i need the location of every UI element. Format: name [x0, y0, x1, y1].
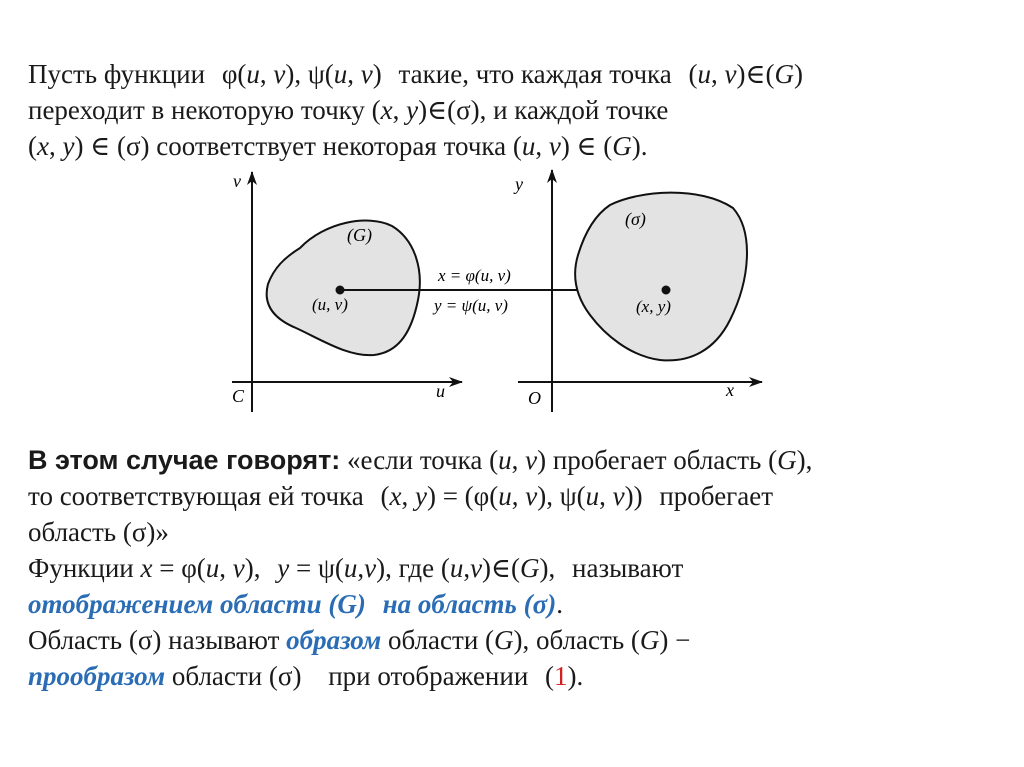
text: ,	[710, 59, 725, 89]
var: u	[205, 553, 220, 583]
text: ) ∈ (	[560, 131, 613, 161]
text: ,	[219, 553, 233, 583]
term-preimage: прообразом	[28, 661, 166, 691]
body-line-5	[28, 586, 1003, 622]
text: ) ∈ (σ) соответствует некоторая точка (	[74, 131, 522, 161]
var: u	[343, 553, 358, 583]
var: u	[333, 59, 348, 89]
text: переходит в некоторую точку (	[28, 95, 381, 125]
point-xy-dot	[662, 286, 671, 295]
text: ,	[511, 445, 526, 475]
var: x	[37, 131, 49, 161]
var: u	[697, 59, 711, 89]
text: ,	[259, 59, 274, 89]
var: G	[612, 131, 632, 161]
text: «если точка (	[340, 445, 499, 475]
text: ), где (	[376, 553, 450, 583]
text: )∈(σ), и каждой точке	[418, 95, 669, 125]
text: ,	[599, 481, 613, 511]
text: ) −	[659, 625, 691, 655]
var: y	[62, 131, 75, 161]
term-mapping: отображением области (G)	[28, 589, 366, 619]
var: u	[498, 481, 512, 511]
var: v	[364, 553, 377, 583]
var: u	[246, 59, 260, 89]
var: v	[273, 59, 286, 89]
var: x	[380, 95, 393, 125]
left-origin-label: C	[232, 386, 245, 406]
text: = φ(	[152, 553, 206, 583]
text: ))	[624, 481, 643, 511]
body-line-1	[28, 442, 1003, 478]
text: ),	[244, 553, 261, 583]
text: ),	[796, 445, 813, 475]
text: ), область (	[513, 625, 640, 655]
var: v	[525, 445, 538, 475]
text: ) = (φ(	[426, 481, 499, 511]
right-x-axis-label: x	[726, 380, 734, 400]
text: Функции	[28, 553, 141, 583]
var: G	[639, 625, 660, 655]
body-line-7	[28, 658, 1003, 694]
term-image: образом	[286, 625, 382, 655]
text: ,	[48, 131, 63, 161]
text: то соответствующая ей точка	[28, 481, 364, 511]
right-origin-label: O	[528, 388, 541, 408]
var: x	[389, 481, 402, 511]
text: ) пробегает область (	[537, 445, 778, 475]
var: v	[360, 59, 373, 89]
text: пробегает	[659, 481, 774, 511]
body-line-6	[28, 622, 1003, 658]
text: ,	[535, 131, 549, 161]
var: G	[494, 625, 514, 655]
text: .	[556, 589, 563, 619]
var: v	[548, 131, 561, 161]
text: называют	[572, 553, 684, 583]
var: v	[470, 553, 483, 583]
text: )	[372, 59, 382, 89]
var: y	[277, 553, 290, 583]
text: Область (σ) называют	[28, 625, 287, 655]
var: v	[612, 481, 625, 511]
text: )	[793, 59, 803, 89]
text: ).	[567, 661, 584, 691]
right-y-axis-label: y	[515, 174, 523, 194]
text: ),	[539, 553, 556, 583]
point-xy-label: (x, y)	[636, 297, 671, 316]
text: ,	[463, 553, 471, 583]
text: области (σ)	[165, 661, 302, 691]
text: φ(	[221, 59, 247, 89]
text: (	[28, 131, 37, 161]
map-formula-x: x = φ(u, v)	[438, 266, 511, 285]
term-onto: на область (σ)	[382, 589, 557, 619]
var: G	[520, 553, 540, 583]
var: y	[406, 95, 419, 125]
region-sigma	[575, 193, 747, 361]
var: v	[232, 553, 245, 583]
var: G	[777, 445, 797, 475]
body-line-3: область (σ)»	[28, 517, 169, 547]
text: при отображении	[328, 661, 529, 691]
body-paragraphs	[28, 442, 1003, 694]
text: ,	[401, 481, 415, 511]
text: = ψ(	[289, 553, 344, 583]
bold-lead: В этом случае говорят:	[28, 445, 341, 475]
var: G	[774, 59, 794, 89]
region-g-label: (G)	[347, 225, 372, 245]
text: ), ψ(	[285, 59, 334, 89]
text: ,	[347, 59, 361, 89]
var: v	[525, 481, 538, 511]
var: u	[449, 553, 464, 583]
text: (	[688, 59, 698, 89]
text: ,	[357, 553, 365, 583]
var: x	[140, 553, 153, 583]
text: ,	[392, 95, 407, 125]
text: ).	[631, 131, 648, 161]
var: y	[414, 481, 427, 511]
text: области (	[381, 625, 495, 655]
point-uv-label: (u, v)	[312, 295, 348, 314]
var: v	[724, 59, 737, 89]
text: Пусть функции	[28, 59, 206, 89]
left-x-axis-label: u	[436, 381, 445, 401]
text: (	[380, 481, 390, 511]
text: ,	[511, 481, 526, 511]
map-formula-y: y = ψ(u, v)	[434, 296, 508, 315]
region-sigma-label: (σ)	[625, 209, 646, 229]
var: u	[521, 131, 536, 161]
equation-ref: 1	[554, 661, 568, 691]
text: )∈(	[736, 59, 775, 89]
text: )∈(	[482, 553, 521, 583]
body-line-4	[28, 550, 1003, 586]
body-line-2	[28, 478, 1003, 514]
var: u	[498, 445, 512, 475]
var: u	[585, 481, 600, 511]
text: (	[545, 661, 555, 691]
text: ), ψ(	[537, 481, 586, 511]
left-y-axis-label: v	[233, 171, 241, 191]
text: такие, что каждая точка	[398, 59, 672, 89]
